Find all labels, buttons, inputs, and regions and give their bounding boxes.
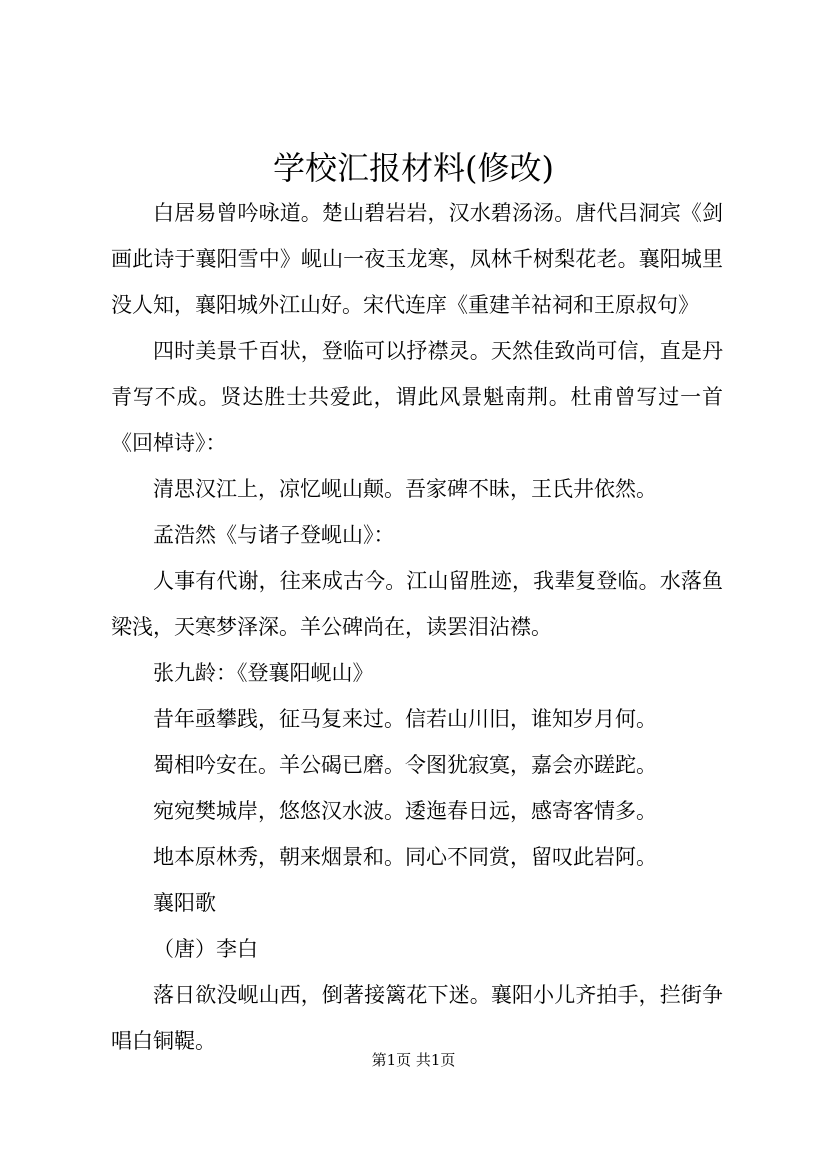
paragraph: 昔年亟攀践，征马复来过。信若山川旧，谁知岁月何。 [153,707,657,731]
page-number-footer: 第1页 共1页 [371,1051,456,1069]
paragraph: （唐）李白 [153,937,258,961]
paragraph: 地本原林秀，朝来烟景和。同心不同赏，留叹此岩阿。 [153,845,657,869]
paragraph: 蜀相吟安在。羊公碣已磨。令图犹寂寞，嘉会亦蹉跎。 [153,753,657,777]
paragraph: 张九龄：《登襄阳岘山》 [153,661,374,685]
paragraph: 四时美景千百状，登临可以抒襟灵。天然佳致尚可信，直是丹青写不成。贤达胜士共爱此，谓此风景魁南荆。杜甫曾写过一首《回棹诗》： [111,339,723,455]
paragraph: 清思汉江上，凉忆岘山颠。吾家碑不昧，王氏井依然。 [153,477,657,501]
paragraph: 孟浩然《与诸子登岘山》： [153,523,395,547]
paragraph: 宛宛樊城岸，悠悠汉水波。逶迤春日远，感寄客情多。 [153,799,657,823]
paragraph: 襄阳歌 [153,891,216,915]
paragraph: 落日欲没岘山西，倒著接篱花下迷。襄阳小儿齐拍手，拦街争唱白铜鞮。 [111,983,723,1053]
document-title: 学校汇报材料(修改) [273,149,554,187]
paragraph: 人事有代谢，往来成古今。江山留胜迹，我辈复登临。水落鱼梁浅，天寒梦泽深。羊公碑尚在，读罢泪沾襟。 [111,569,723,639]
paragraph: 白居易曾吟咏道。楚山碧岩岩，汉水碧汤汤。唐代吕洞宾《剑画此诗于襄阳雪中》岘山一夜玉龙寒，凤林千树梨花老。襄阳城里没人知，襄阳城外江山好。宋代连庠《重建羊祜祠和王原叔句》 [111,201,723,317]
document-body [111,190,723,1064]
